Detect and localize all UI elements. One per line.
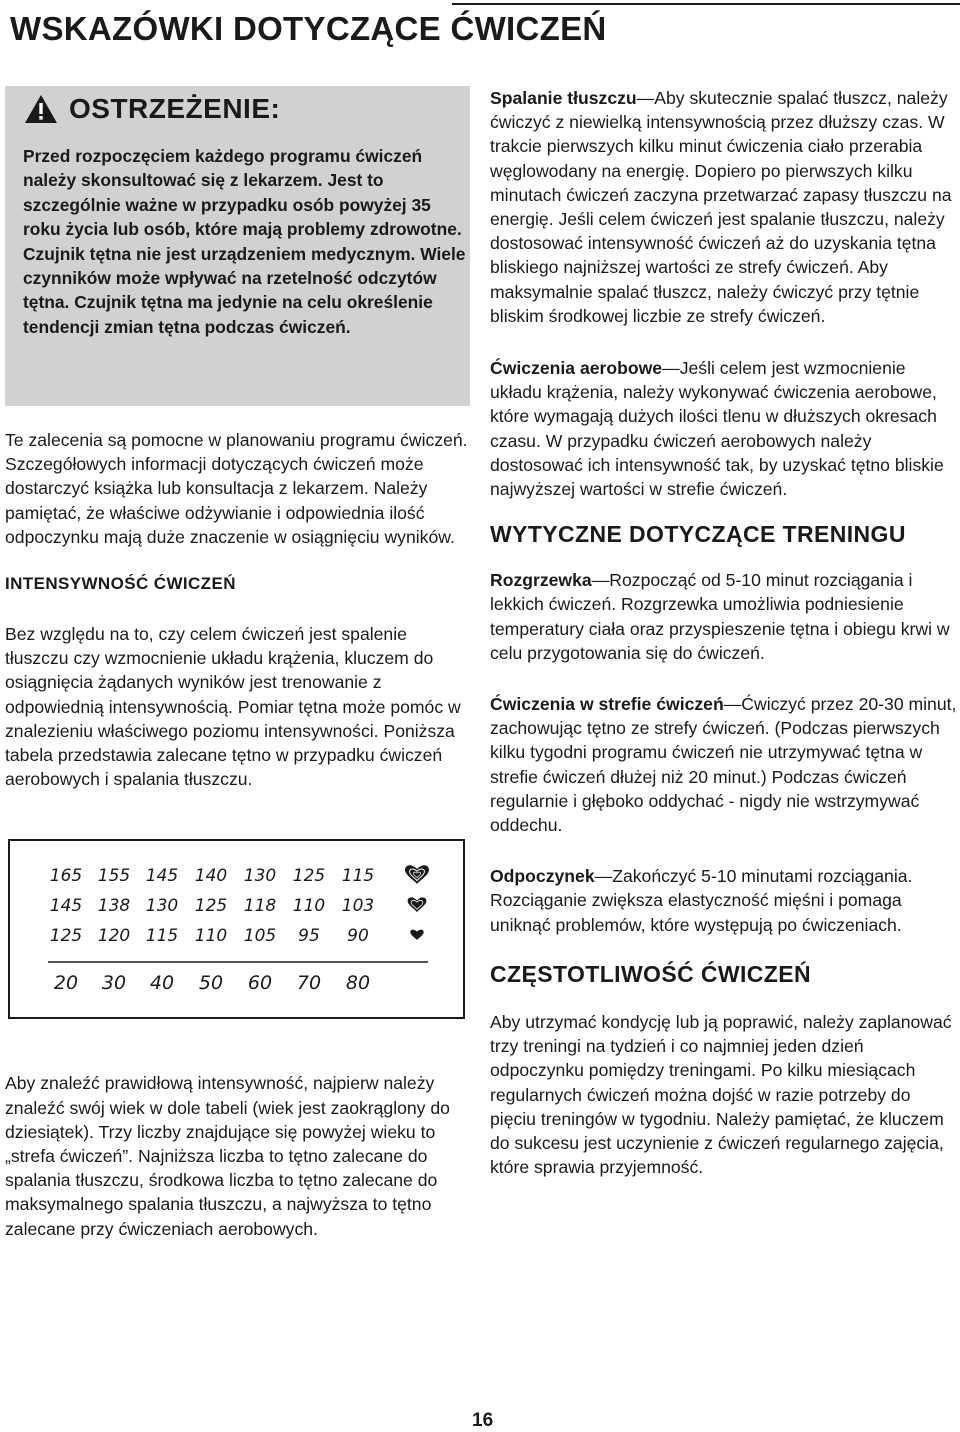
heart-small-icon	[410, 930, 423, 940]
chart-cell-value: 120	[97, 926, 131, 947]
frequency-paragraph: Aby utrzymać kondycję lub ją poprawić, należy zaplanować trzy treningi na tydzień i co najmniej jeden dzień odpoczynku pomiędzy treningami. Po kilku miesiącach regularnych ćwiczeń można dojść w razie potrzeby do pięciu treningów w tygodniu. Należy pamiętać, że kluczem do sukcesu jest uczynienie z ćwiczeń regularnego zajęcia, które sprawia przyjemność.	[490, 1011, 952, 1178]
chart-cell-value: 105	[243, 926, 277, 947]
chart-cell-value: 125	[194, 896, 228, 917]
heart-large-icon	[405, 866, 429, 885]
chart-age-label: 50	[198, 972, 224, 995]
chart-cell-value: 125	[49, 926, 83, 947]
warmup-paragraph	[490, 568, 960, 665]
chart-explanation-paragraph: Aby znaleźć prawidłową intensywność, najpierw należy znaleźć swój wiek w dole tabeli (wiek jest zaokrąglony do dziesiątek). Trzy liczby znajdujące się powyżej wieku to „strefa ćwiczeń”. Najniższa liczba to tętno zalecane do spalania tłuszczu, środkowa liczba to tętno zalecane do maksymalnego spalania tłuszczu, a najwyższa to tętno zalecane przy ćwiczeniach aerobowych.	[5, 1073, 450, 1239]
warning-header	[23, 86, 470, 128]
chart-cell-value: 125	[292, 866, 326, 887]
chart-cell-value: 140	[194, 866, 228, 887]
chart-cell-value: 130	[243, 866, 277, 887]
intro-paragraph: Te zalecenia są pomocne w planowaniu programu ćwiczeń. Szczegółowych informacji dotyczących ćwiczeń może dostarczyć książka lub konsultacja z lekarzem. Należy pamiętać, że właściwe odżywianie i odpowiednia ilość odpoczynku mają duże znaczenie w osiągnięciu wyników.	[5, 430, 468, 547]
chart-cell-value: 155	[97, 866, 131, 887]
page-title: WSKAZÓWKI DOTYCZĄCE ĆWICZEŃ	[10, 10, 607, 47]
chart-age-label: 20	[53, 972, 79, 995]
chart-age-label: 70	[296, 972, 322, 995]
intensity-paragraph: Bez względu na to, czy celem ćwiczeń jest spalenie tłuszczu czy wzmocnienie układu krążenia, kluczem do osiągnięcia żądanych wyników jest trenowanie z odpowiednią intensywnością. Pomiar tętna może pomóc w znalezieniu właściwego poziomu intensywności. Poniższa tabela przedstawia zalecane tętno w przypadku ćwiczeń aerobowych i spalania tłuszczu.	[5, 624, 461, 790]
warmup-text: —Rozpocząć od 5-10 minut rozciągania i lekkich ćwiczeń. Rozgrzewka umożliwia podniesienie temperatury ciała oraz przyspieszenie tętna i obiegu krwi w celu przygotowania się do ćwiczeń.	[490, 570, 950, 663]
aerobic-label: Ćwiczenia aerobowe	[490, 358, 663, 379]
right-column	[490, 86, 960, 1179]
heart-medium-icon	[408, 898, 427, 913]
chart-cell-value: 110	[194, 926, 228, 947]
warning-text: Przed rozpoczęciem każdego programu ćwiczeń należy skonsultować się z lekarzem. Jest to szczególnie ważne w przypadku osób powyżej 35 roku życia lub osób, które mają problemy zdrowotne. Czujnik tętna nie jest urządzeniem medycznym. Wiele czynników może wpływać na rzetelność odczytów tętna. Czujnik tętna ma jedynie na celu określenie tendencji zmian tętna podczas ćwiczeń.	[23, 146, 466, 337]
chart-cell-value: 90	[347, 926, 369, 947]
chart-cell-value: 138	[97, 896, 131, 917]
heart-rate-chart-svg	[10, 841, 463, 1017]
chart-cell-value: 115	[341, 866, 375, 887]
heart-rate-chart	[8, 839, 465, 1019]
chart-cell-value: 118	[243, 896, 277, 917]
fat-burn-text: —Aby skutecznie spalać tłuszcz, należy ćwiczyć z niewielką intensywnością przez dłuższy czas. W trakcie pierwszych kilku minut ćwiczenia ciało przerabia węglowodany na energię. Dopiero po pierwszych kilku minutach ćwiczeń zaczyna przetwarzać zapasy tłuszczu na energię. Jeśli celem ćwiczeń jest spalanie tłuszczu, należy dostosować intensywność ćwiczeń aż do uzyskania tętna bliskiego najniższej wartości ze strefy ćwiczeń. Aby maksymalnie spalać tłuszcz, należy ćwiczyć przy tętnie bliskim środkowej liczbie ze strefy ćwiczeń.	[490, 88, 952, 326]
warning-title: OSTRZEŻENIE:	[69, 93, 281, 124]
cooldown-paragraph	[490, 864, 960, 937]
chart-cell-value: 95	[298, 926, 320, 947]
warning-box	[5, 86, 470, 406]
chart-age-label: 60	[247, 972, 273, 995]
zone-label: Ćwiczenia w strefie ćwiczeń	[490, 694, 724, 715]
chart-cell-value: 165	[49, 866, 83, 887]
chart-age-label: 30	[101, 972, 127, 995]
chart-cell-value: 103	[341, 896, 375, 917]
fat-burn-label: Spalanie tłuszczu	[490, 88, 637, 108]
training-heading: WYTYCZNE DOTYCZĄCE TRENINGU	[490, 521, 906, 548]
cooldown-label: Odpoczynek	[490, 866, 595, 887]
chart-cell-value: 115	[145, 926, 179, 947]
chart-cell-value: 145	[145, 866, 179, 887]
left-column	[5, 86, 470, 1241]
chart-cell-value: 110	[292, 896, 326, 917]
warning-triangle-icon	[23, 93, 59, 125]
intensity-heading: INTENSYWNOŚĆ ĆWICZEŃ	[5, 574, 236, 594]
zone-paragraph	[490, 692, 960, 837]
top-rule	[452, 3, 960, 5]
aerobic-paragraph	[490, 356, 960, 501]
chart-age-label: 40	[149, 972, 175, 995]
chart-cell-value: 145	[49, 896, 83, 917]
fat-burn-paragraph	[490, 86, 960, 328]
chart-cell-value: 130	[145, 896, 179, 917]
aerobic-text: —Jeśli celem jest wzmocnienie układu krążenia, należy wykonywać ćwiczenia aerobowe, które wymagają dużych ilości tlenu w dłuższych okresach czasu. W przypadku ćwiczeń aerobowych należy dostosować ich intensywność tak, by uzyskać tętno bliskie najwyższej wartości w strefie ćwiczeń.	[490, 358, 944, 500]
page-number: 16	[472, 1410, 494, 1431]
cooldown-text: —Zakończyć 5-10 minutami rozciągania. Rozciąganie zwiększa elastyczność mięśni i pomaga uniknąć problemów, które występują po ćwiczeniach.	[490, 866, 913, 935]
chart-age-label: 80	[345, 972, 371, 995]
zone-text: —Ćwiczyć przez 20-30 minut, zachowując tętno ze strefy ćwiczeń. (Podczas pierwszych kilku tygodni programu ćwiczeń nie utrzymywać tętna w strefie ćwiczeń dłużej niż 20 minut.) Podczas ćwiczeń regularnie i głęboko oddychać - nigdy nie wstrzymywać oddechu.	[490, 694, 957, 836]
frequency-heading: CZĘSTOTLIWOŚĆ ĆWICZEŃ	[490, 960, 812, 987]
warmup-label: Rozgrzewka	[490, 570, 592, 591]
